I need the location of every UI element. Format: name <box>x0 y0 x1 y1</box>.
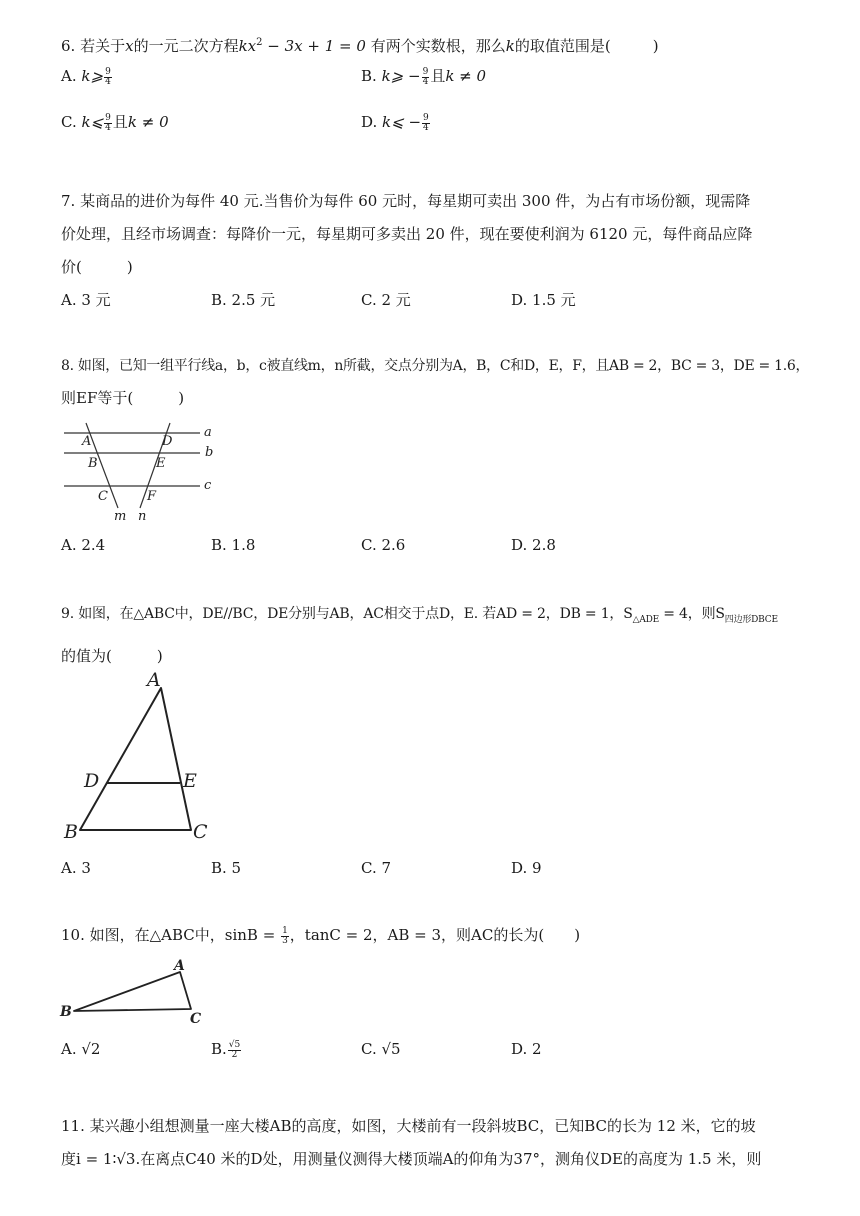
q7-option-b[interactable]: B. 2.5 元 <box>211 291 276 309</box>
q10-option-d[interactable]: D. 2 <box>511 1040 542 1058</box>
question-10-stem: 10. 如图，在△ABC中，sinB = $\frac{1}{3}$ ，tanC = 2，AB = 3，则AC的长为( ) <box>61 925 581 946</box>
label-C: C <box>193 821 208 843</box>
q9-option-a[interactable]: A. 3 <box>61 859 91 877</box>
q8-option-a[interactable]: A. 2.4 <box>61 536 106 554</box>
label-D: D <box>84 770 100 792</box>
parallel-lines-figure <box>58 418 228 526</box>
question-7-line-2: 价处理，且经市场调查：每降价一元，每星期可多卖出 20 件，现在要使利润为 6120 元，每件商品应降 <box>61 225 753 243</box>
label-b: b <box>205 445 214 460</box>
question-9-line-2: 的值为( ) <box>61 647 163 665</box>
label-C: C <box>98 489 108 504</box>
q9-option-c[interactable]: C. 7 <box>361 859 392 877</box>
label-B: B <box>60 1004 72 1020</box>
label-B: B <box>64 821 78 843</box>
triangle-abc-figure <box>58 668 218 844</box>
q7-option-d[interactable]: D. 1.5 元 <box>511 291 576 309</box>
question-8-line-1: 8. 如图，已知一组平行线a，b，c被直线m，n所截，交点分别为A，B，C和D，E，F，且AB = 2，BC = 3，DE = 1.6， <box>61 358 810 374</box>
q10-option-a[interactable]: A. √2 <box>61 1040 101 1058</box>
triangle-abc-small-figure <box>58 956 218 1026</box>
q6-option-c[interactable]: C. k⩽ $\frac{9}{4}$ 且k ≠ 0 <box>61 112 169 133</box>
question-11-line-2: 度i = 1∶√3.在离点C40 米的D处，用测量仪测得大楼顶端A的仰角为37°，测角仪DE的高度为 1.5 米，则 <box>61 1150 762 1168</box>
label-m: m <box>114 509 127 524</box>
label-A: A <box>82 434 92 449</box>
triangle-abc-small <box>74 972 191 1011</box>
q8-option-d[interactable]: D. 2.8 <box>511 536 556 554</box>
label-C: C <box>190 1011 202 1026</box>
label-n: n <box>138 509 147 524</box>
label-A: A <box>147 669 161 691</box>
q8-option-b[interactable]: B. 1.8 <box>211 536 256 554</box>
q7-option-c[interactable]: C. 2 元 <box>361 291 411 309</box>
question-11-line-1: 11. 某兴趣小组想测量一座大楼AB的高度，如图，大楼前有一段斜坡BC，已知BC的长为 12 米，它的坡 <box>61 1117 756 1135</box>
label-E: E <box>156 456 166 471</box>
q8-option-c[interactable]: C. 2.6 <box>361 536 406 554</box>
question-7-line-3: 价( ) <box>61 258 133 276</box>
q9-option-d[interactable]: D. 9 <box>511 859 542 877</box>
q6-option-a[interactable]: A. k⩾ $\frac{9}{4}$ <box>61 66 111 87</box>
q10-option-b[interactable]: B. $\frac{√5}{2}$ <box>211 1039 241 1060</box>
label-c: c <box>204 478 212 493</box>
q6-option-b[interactable]: B. k⩾ − $\frac{9}{4}$ 且k ≠ 0 <box>361 66 487 87</box>
label-B: B <box>88 456 98 471</box>
label-E: E <box>183 770 197 792</box>
question-9-line-1: 9. 如图，在△ABC中，DE//BC，DE分别与AB，AC相交于点D，E. 若AD = 2，DB = 1，$S_{\triangle ADE} = 4$，则$S_{四边形DBCE}$ <box>61 606 778 625</box>
question-6-stem: 6. 若关于x的一元二次方程$kx^2 - 3x + 1 = 0$ 有两个实数根，那么k的取值范围是( ) <box>61 37 659 55</box>
label-D: D <box>162 434 173 449</box>
q6-option-d[interactable]: D. k⩽ − $\frac{9}{4}$ <box>361 112 429 133</box>
label-A: A <box>174 958 185 974</box>
q7-option-a[interactable]: A. 3 元 <box>61 291 111 309</box>
label-a: a <box>204 425 212 440</box>
label-F: F <box>147 489 157 504</box>
question-8-line-2: 则EF等于( ) <box>61 389 185 407</box>
question-7-line-1: 7. 某商品的进价为每件 40 元.当售价为每件 60 元时，每星期可卖出 300 件，为占有市场份额，现需降 <box>61 192 751 210</box>
q9-option-b[interactable]: B. 5 <box>211 859 242 877</box>
q10-option-c[interactable]: C. √5 <box>361 1040 401 1058</box>
triangle-abc <box>80 688 191 830</box>
